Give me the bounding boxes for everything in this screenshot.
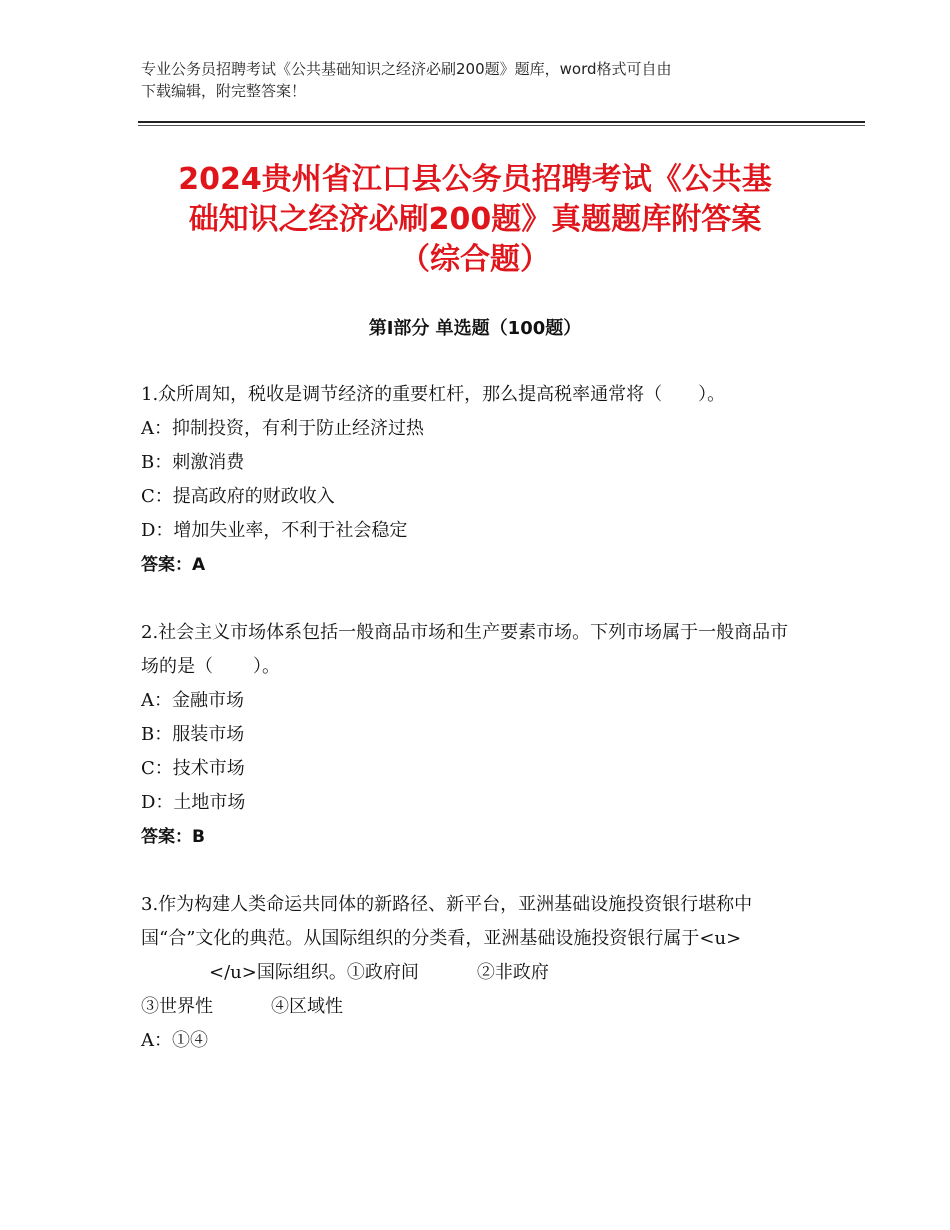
question-3-stem-choice2: ②非政府 [476,962,549,983]
question-3-stem-choice3: ③世界性 [141,996,213,1017]
question-spacer [141,582,801,616]
question-1-answer: 答案：A [141,555,206,575]
question-1-option-a: A：抑制投资，有利于防止经济过热 [141,418,424,439]
question-2-option-d: D：土地市场 [141,792,246,813]
question-2-stem-end: ）。 [253,656,280,677]
question-3-stem-choice4: ④区域性 [271,996,343,1017]
header-divider-thick [138,121,865,123]
document-title-line2: 础知识之经济必刷200题》真题题库附答案 [188,202,762,237]
section-heading: 第Ⅰ部分 单选题（100题） [368,318,582,339]
question-3-option-a: A：①④ [141,1030,208,1051]
document-title-line1: 2024贵州省江口县公务员招聘考试《公共基 [178,162,772,197]
question-2-stem-text: 2.社会主义市场体系包括一般商品市场和生产要素市场。下列市场属于一般商品市场的是（ [141,622,789,677]
document-title-line3: （综合题） [400,242,550,277]
question-3-stem-text: 3.作为构建人类命运共同体的新路径、新平台，亚洲基础设施投资银行堪称中国“合”文化的典范。从国际组织的分类看，亚洲基础设施投资银行属于<u> [141,894,753,949]
question-spacer [141,854,801,888]
question-1 [141,378,801,582]
question-3-stem-mid: </u>国际组织。①政府间 [209,962,419,983]
document-title [120,160,830,280]
question-2-option-b: B：服装市场 [141,724,245,745]
header-note-line2: 下载编辑，附完整答案！ [141,82,307,100]
question-2-stem [141,616,801,684]
question-1-option-c: C：提高政府的财政收入 [141,486,335,507]
header-divider-thin [138,125,865,126]
question-3 [141,888,801,1058]
question-2-answer: 答案：B [141,827,205,847]
question-list [141,378,801,1058]
header-note [141,58,821,102]
question-3-stem-line4 [141,990,801,1024]
question-2-option-c: C：技术市场 [141,758,245,779]
question-3-stem [141,888,801,990]
question-1-option-d: D：增加失业率，不利于社会稳定 [141,520,408,541]
question-1-option-b: B：刺激消费 [141,452,245,473]
header-note-line1: 专业公务员招聘考试《公共基础知识之经济必刷200题》题库，word格式可自由 [141,60,672,78]
question-1-stem: 1.众所周知，税收是调节经济的重要杠杆，那么提高税率通常将（ ）。 [141,384,726,405]
question-2-option-a: A：金融市场 [141,690,244,711]
question-2 [141,616,801,854]
